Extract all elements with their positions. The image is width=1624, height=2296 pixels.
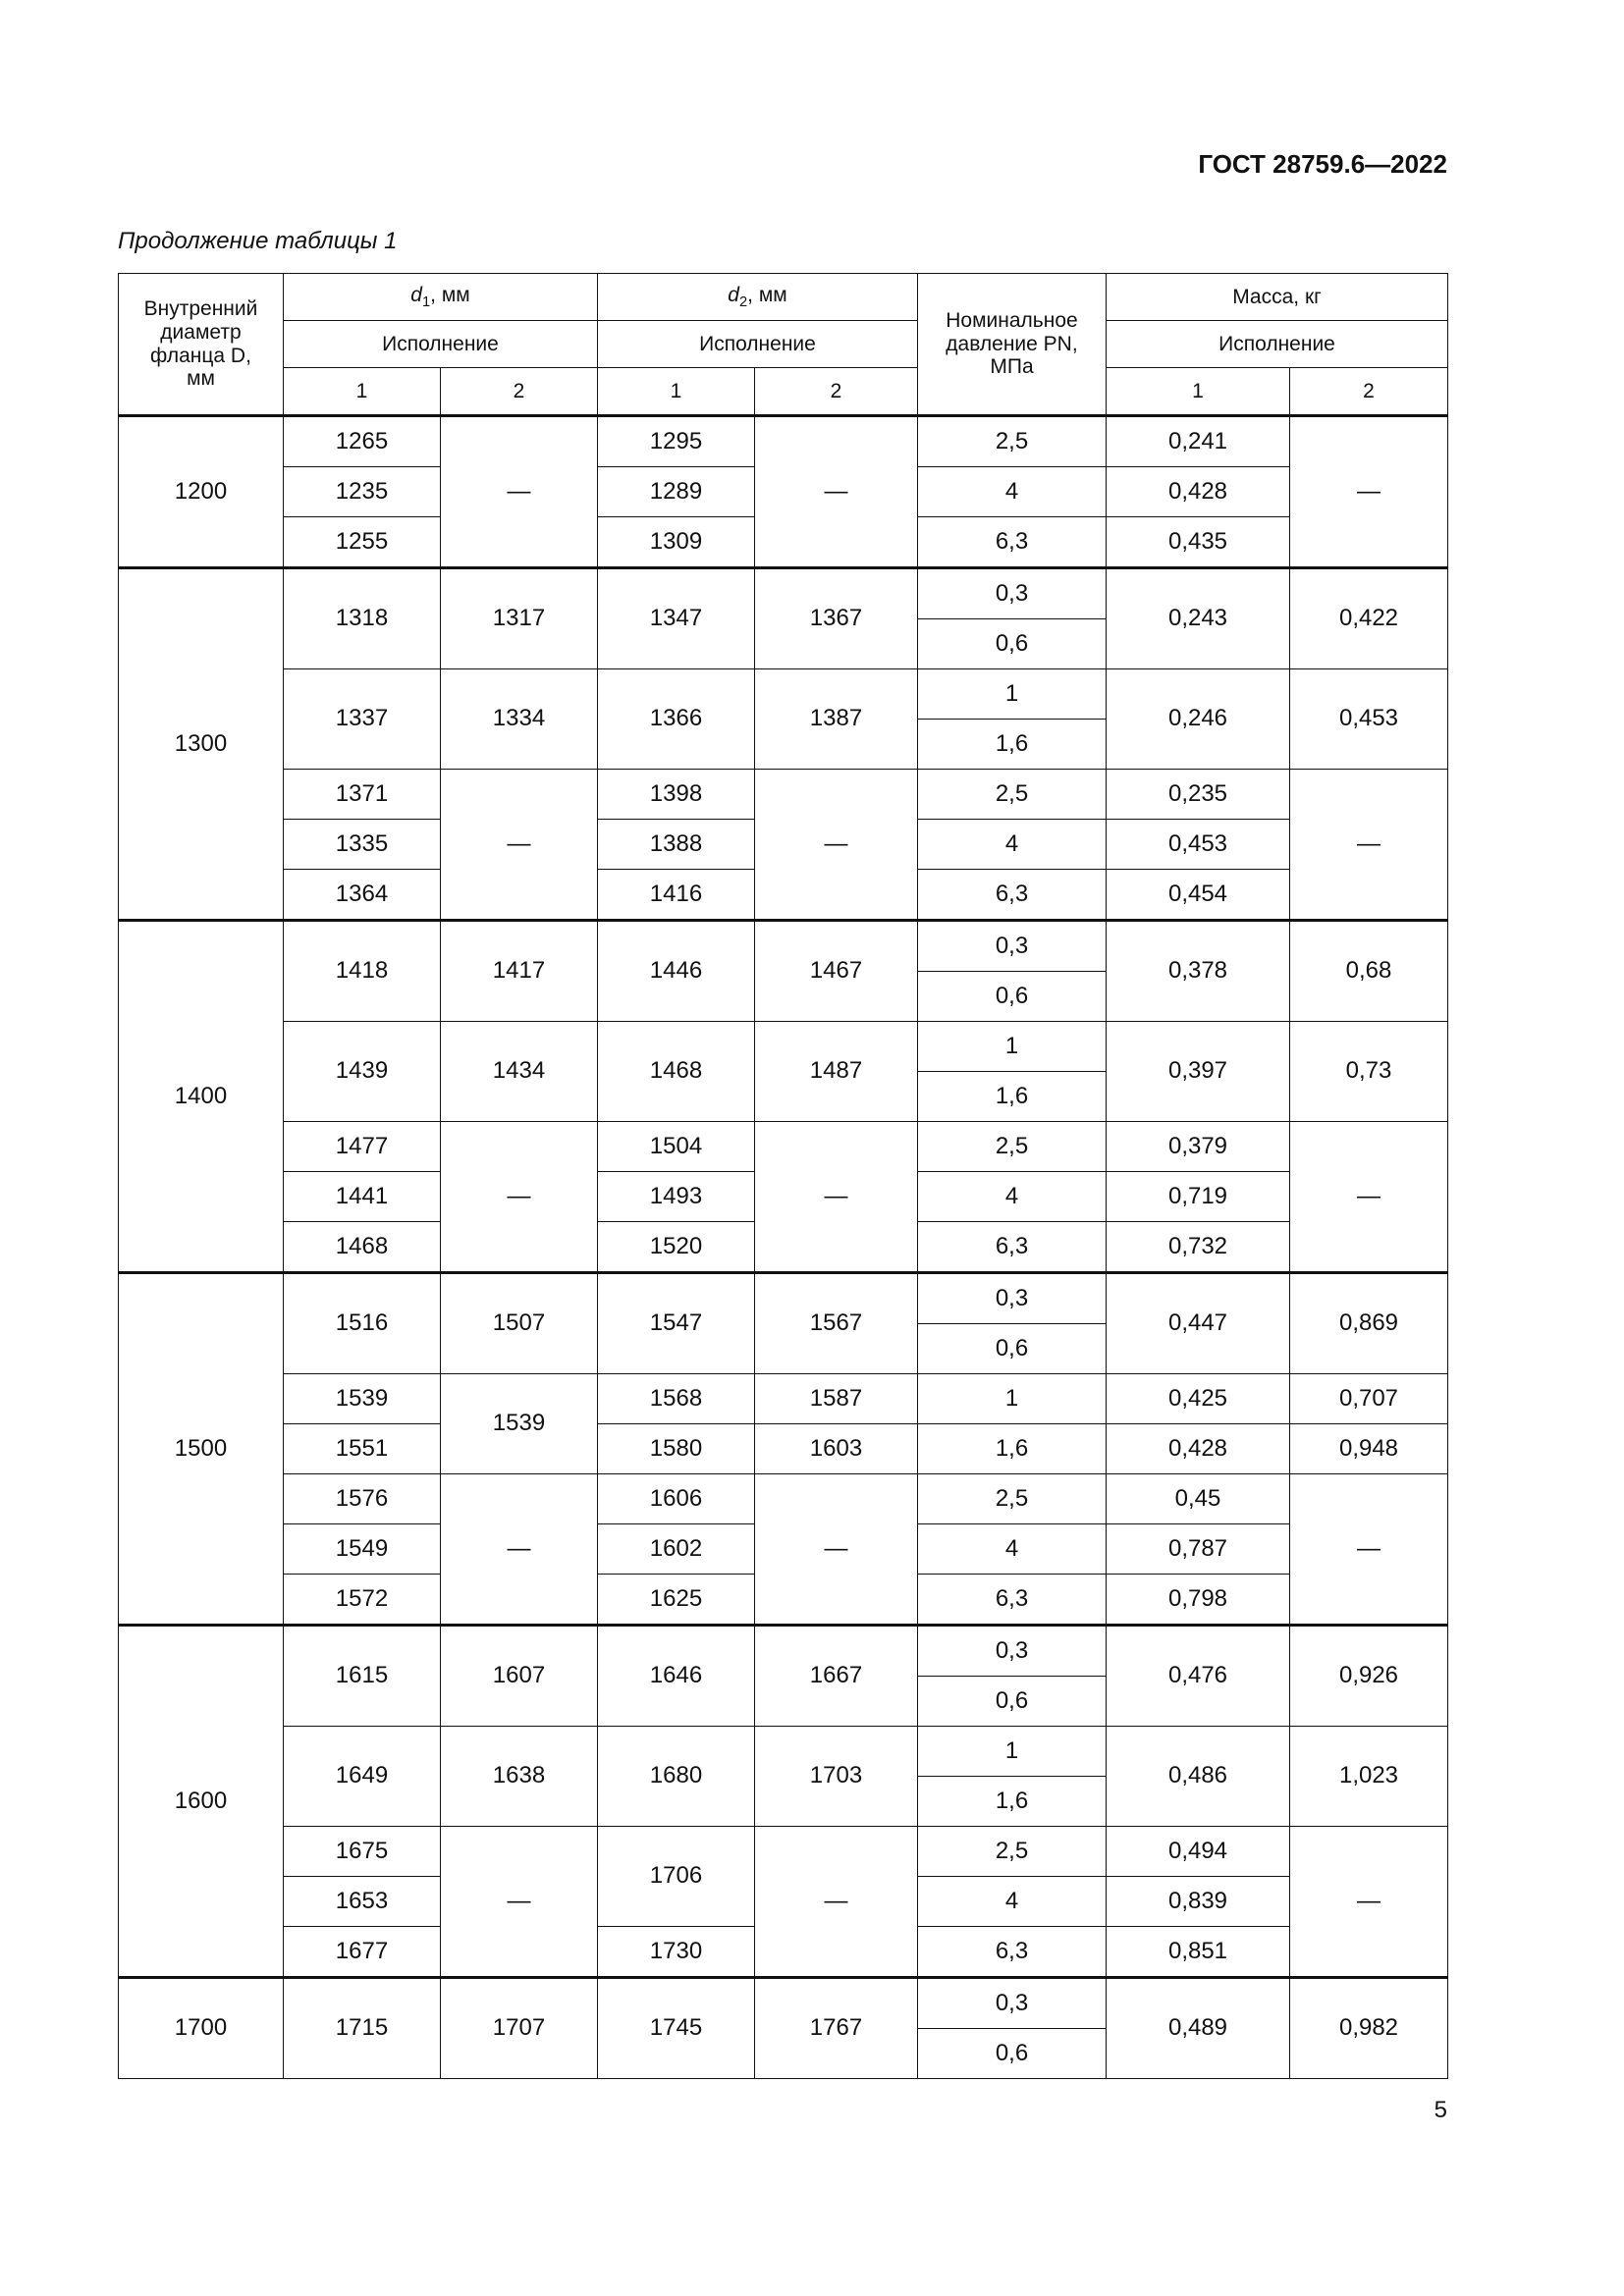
cell-d2-exec2: 1603 — [755, 1424, 918, 1474]
cell-mass-exec2: 0,422 — [1290, 568, 1448, 669]
cell-d1-exec1: 1551 — [284, 1424, 441, 1474]
cell-pressure: 4 — [918, 820, 1107, 870]
header-d1: $d_1$, мм — [284, 274, 598, 321]
cell-mass-exec2: 0,68 — [1290, 921, 1448, 1022]
cell-d2-exec1: 1745 — [598, 1978, 755, 2079]
cell-dash: — — [1290, 1122, 1448, 1273]
cell-pressure: 6,3 — [918, 1222, 1107, 1273]
cell-d2-exec2: 1587 — [755, 1374, 918, 1424]
cell-mass-exec2: 0,926 — [1290, 1626, 1448, 1727]
cell-mass-exec2: 0,453 — [1290, 669, 1448, 770]
cell-mass-exec1: 0,798 — [1107, 1575, 1290, 1626]
cell-d1-exec1: 1539 — [284, 1374, 441, 1424]
cell-pressure: 2,5 — [918, 1474, 1107, 1524]
table-row — [119, 1827, 1448, 1877]
cell-mass-exec1: 0,494 — [1107, 1827, 1290, 1877]
cell-d1-exec1: 1677 — [284, 1927, 441, 1978]
header-mass: Масса, кг — [1107, 274, 1448, 321]
cell-d2-exec1: 1309 — [598, 517, 755, 568]
cell-d1-exec1: 1441 — [284, 1172, 441, 1222]
cell-dash: — — [755, 1827, 918, 1978]
cell-mass-exec1: 0,839 — [1107, 1877, 1290, 1927]
cell-d2-exec1: 1295 — [598, 416, 755, 467]
cell-pressure: 1 — [918, 669, 1107, 720]
cell-inner-diameter: 1600 — [119, 1626, 284, 1978]
cell-d1-exec1: 1265 — [284, 416, 441, 467]
cell-d2-exec1: 1547 — [598, 1273, 755, 1374]
cell-mass-exec1: 0,241 — [1107, 416, 1290, 467]
cell-dash: — — [755, 1474, 918, 1626]
cell-pressure: 2,5 — [918, 1827, 1107, 1877]
cell-d2-exec1: 1446 — [598, 921, 755, 1022]
table-row — [119, 1122, 1448, 1172]
cell-pressure: 4 — [918, 1877, 1107, 1927]
cell-mass-exec1: 0,45 — [1107, 1474, 1290, 1524]
cell-pressure: 1,6 — [918, 1777, 1107, 1827]
cell-dash: — — [755, 1122, 918, 1273]
cell-pressure: 2,5 — [918, 770, 1107, 820]
cell-pressure: 1 — [918, 1374, 1107, 1424]
cell-d2-exec1: 1706 — [598, 1827, 755, 1927]
cell-d2-exec1: 1680 — [598, 1727, 755, 1827]
cell-d1-exec1: 1653 — [284, 1877, 441, 1927]
cell-d1-exec1: 1576 — [284, 1474, 441, 1524]
cell-d1-exec1: 1615 — [284, 1626, 441, 1727]
header-exec-2: 2 — [441, 368, 598, 416]
cell-pressure: 1 — [918, 1022, 1107, 1072]
cell-dash: — — [441, 770, 598, 921]
table-row — [119, 1978, 1448, 2029]
cell-d2-exec1: 1580 — [598, 1424, 755, 1474]
cell-mass-exec1: 0,379 — [1107, 1122, 1290, 1172]
cell-d1-exec1: 1337 — [284, 669, 441, 770]
cell-pressure: 6,3 — [918, 870, 1107, 921]
cell-mass-exec1: 0,246 — [1107, 669, 1290, 770]
cell-pressure: 0,3 — [918, 921, 1107, 972]
cell-pressure: 0,3 — [918, 1273, 1107, 1324]
document-id: ГОСТ 28759.6—2022 — [1198, 149, 1447, 179]
cell-mass-exec1: 0,732 — [1107, 1222, 1290, 1273]
cell-d1-exec2: 1434 — [441, 1022, 598, 1122]
cell-pressure: 6,3 — [918, 1575, 1107, 1626]
header-d2: $d_2$, мм — [598, 274, 918, 321]
cell-d2-exec1: 1468 — [598, 1022, 755, 1122]
cell-d2-exec2: 1767 — [755, 1978, 918, 2079]
cell-dash: — — [1290, 1827, 1448, 1978]
cell-d1-exec2: 1507 — [441, 1273, 598, 1374]
cell-d2-exec2: 1367 — [755, 568, 918, 669]
cell-dash: — — [441, 416, 598, 568]
cell-pressure: 0,6 — [918, 2029, 1107, 2079]
cell-dash: — — [441, 1122, 598, 1273]
cell-pressure: 0,6 — [918, 1677, 1107, 1727]
cell-d2-exec1: 1493 — [598, 1172, 755, 1222]
cell-d1-exec1: 1649 — [284, 1727, 441, 1827]
table-caption: Продолжение таблицы 1 — [118, 228, 398, 254]
cell-pressure: 6,3 — [918, 517, 1107, 568]
cell-d2-exec1: 1347 — [598, 568, 755, 669]
table-row — [119, 416, 1448, 467]
cell-mass-exec1: 0,435 — [1107, 517, 1290, 568]
cell-d2-exec2: 1667 — [755, 1626, 918, 1727]
cell-d1-exec2: 1638 — [441, 1727, 598, 1827]
cell-pressure: 4 — [918, 1172, 1107, 1222]
cell-dash: — — [1290, 770, 1448, 921]
cell-d1-exec1: 1364 — [284, 870, 441, 921]
cell-mass-exec1: 0,428 — [1107, 467, 1290, 517]
cell-mass-exec2: 0,982 — [1290, 1978, 1448, 2079]
cell-d2-exec2: 1487 — [755, 1022, 918, 1122]
cell-d1-exec1: 1318 — [284, 568, 441, 669]
table-row — [119, 921, 1448, 972]
header-exec-1: 1 — [598, 368, 755, 416]
cell-d2-exec1: 1366 — [598, 669, 755, 770]
cell-pressure: 0,6 — [918, 619, 1107, 669]
cell-d2-exec2: 1703 — [755, 1727, 918, 1827]
cell-pressure: 2,5 — [918, 1122, 1107, 1172]
page-number: 5 — [1434, 2097, 1447, 2123]
cell-mass-exec2: 1,023 — [1290, 1727, 1448, 1827]
header-execution: Исполнение — [598, 321, 918, 368]
cell-mass-exec1: 0,453 — [1107, 820, 1290, 870]
cell-d1-exec2: 1417 — [441, 921, 598, 1022]
cell-d2-exec1: 1606 — [598, 1474, 755, 1524]
cell-dash: — — [441, 1474, 598, 1626]
cell-d2-exec2: 1387 — [755, 669, 918, 770]
flange-table — [118, 273, 1448, 2079]
table-row — [119, 669, 1448, 720]
table-row — [119, 1374, 1448, 1424]
cell-d1-exec2: 1539 — [441, 1374, 598, 1474]
cell-d1-exec1: 1235 — [284, 467, 441, 517]
cell-mass-exec1: 0,719 — [1107, 1172, 1290, 1222]
cell-d2-exec1: 1416 — [598, 870, 755, 921]
header-exec-1: 1 — [284, 368, 441, 416]
cell-pressure: 1,6 — [918, 1424, 1107, 1474]
cell-d1-exec1: 1418 — [284, 921, 441, 1022]
table-row — [119, 1022, 1448, 1072]
cell-mass-exec1: 0,489 — [1107, 1978, 1290, 2079]
cell-inner-diameter: 1700 — [119, 1978, 284, 2079]
table-row — [119, 770, 1448, 820]
table-row — [119, 1626, 1448, 1677]
cell-mass-exec1: 0,447 — [1107, 1273, 1290, 1374]
cell-dash: — — [1290, 1474, 1448, 1626]
header-exec-2: 2 — [1290, 368, 1448, 416]
cell-dash: — — [1290, 416, 1448, 568]
header-execution: Исполнение — [284, 321, 598, 368]
cell-dash: — — [755, 770, 918, 921]
cell-mass-exec1: 0,397 — [1107, 1022, 1290, 1122]
cell-pressure: 0,6 — [918, 1324, 1107, 1374]
header-exec-1: 1 — [1107, 368, 1290, 416]
cell-mass-exec1: 0,378 — [1107, 921, 1290, 1022]
cell-inner-diameter: 1200 — [119, 416, 284, 568]
cell-pressure: 0,3 — [918, 1626, 1107, 1677]
header-exec-2: 2 — [755, 368, 918, 416]
cell-d1-exec1: 1572 — [284, 1575, 441, 1626]
header-execution: Исполнение — [1107, 321, 1448, 368]
cell-mass-exec1: 0,787 — [1107, 1524, 1290, 1575]
cell-pressure: 1,6 — [918, 720, 1107, 770]
cell-pressure: 6,3 — [918, 1927, 1107, 1978]
cell-d1-exec1: 1549 — [284, 1524, 441, 1575]
cell-d1-exec1: 1477 — [284, 1122, 441, 1172]
cell-mass-exec1: 0,235 — [1107, 770, 1290, 820]
cell-d1-exec1: 1715 — [284, 1978, 441, 2079]
cell-d1-exec2: 1317 — [441, 568, 598, 669]
cell-d2-exec1: 1625 — [598, 1575, 755, 1626]
cell-dash: — — [755, 416, 918, 568]
cell-d2-exec1: 1520 — [598, 1222, 755, 1273]
table-row — [119, 1474, 1448, 1524]
cell-d1-exec1: 1371 — [284, 770, 441, 820]
cell-pressure: 2,5 — [918, 416, 1107, 467]
header-pressure: Номинальное давление PN, МПа — [918, 274, 1107, 416]
cell-inner-diameter: 1400 — [119, 921, 284, 1273]
cell-mass-exec1: 0,243 — [1107, 568, 1290, 669]
cell-d2-exec1: 1568 — [598, 1374, 755, 1424]
cell-mass-exec2: 0,707 — [1290, 1374, 1448, 1424]
cell-d1-exec2: 1607 — [441, 1626, 598, 1727]
cell-mass-exec1: 0,454 — [1107, 870, 1290, 921]
cell-d1-exec1: 1675 — [284, 1827, 441, 1877]
cell-mass-exec1: 0,476 — [1107, 1626, 1290, 1727]
cell-d1-exec2: 1707 — [441, 1978, 598, 2079]
table-row — [119, 1273, 1448, 1324]
cell-d2-exec2: 1567 — [755, 1273, 918, 1374]
cell-mass-exec1: 0,425 — [1107, 1374, 1290, 1424]
cell-mass-exec1: 0,486 — [1107, 1727, 1290, 1827]
header-inner-diameter: Внутренний диаметр фланца D, мм — [119, 274, 284, 416]
cell-pressure: 0,3 — [918, 568, 1107, 619]
cell-mass-exec1: 0,428 — [1107, 1424, 1290, 1474]
cell-d1-exec1: 1468 — [284, 1222, 441, 1273]
table-row — [119, 1424, 1448, 1474]
cell-d2-exec1: 1398 — [598, 770, 755, 820]
cell-d2-exec1: 1504 — [598, 1122, 755, 1172]
cell-mass-exec2: 0,948 — [1290, 1424, 1448, 1474]
cell-d1-exec1: 1516 — [284, 1273, 441, 1374]
cell-pressure: 4 — [918, 1524, 1107, 1575]
cell-d2-exec1: 1730 — [598, 1927, 755, 1978]
cell-mass-exec2: 0,869 — [1290, 1273, 1448, 1374]
cell-d2-exec1: 1646 — [598, 1626, 755, 1727]
cell-d1-exec1: 1439 — [284, 1022, 441, 1122]
cell-mass-exec2: 0,73 — [1290, 1022, 1448, 1122]
cell-mass-exec1: 0,851 — [1107, 1927, 1290, 1978]
cell-dash: — — [441, 1827, 598, 1978]
cell-pressure: 4 — [918, 467, 1107, 517]
cell-d1-exec1: 1255 — [284, 517, 441, 568]
cell-pressure: 0,6 — [918, 972, 1107, 1022]
cell-inner-diameter: 1500 — [119, 1273, 284, 1626]
cell-d2-exec1: 1289 — [598, 467, 755, 517]
cell-pressure: 0,3 — [918, 1978, 1107, 2029]
cell-inner-diameter: 1300 — [119, 568, 284, 921]
table-row — [119, 568, 1448, 619]
table-row — [119, 1727, 1448, 1777]
cell-d1-exec1: 1335 — [284, 820, 441, 870]
cell-pressure: 1 — [918, 1727, 1107, 1777]
cell-d1-exec2: 1334 — [441, 669, 598, 770]
cell-pressure: 1,6 — [918, 1072, 1107, 1122]
cell-d2-exec1: 1602 — [598, 1524, 755, 1575]
cell-d2-exec1: 1388 — [598, 820, 755, 870]
cell-d2-exec2: 1467 — [755, 921, 918, 1022]
